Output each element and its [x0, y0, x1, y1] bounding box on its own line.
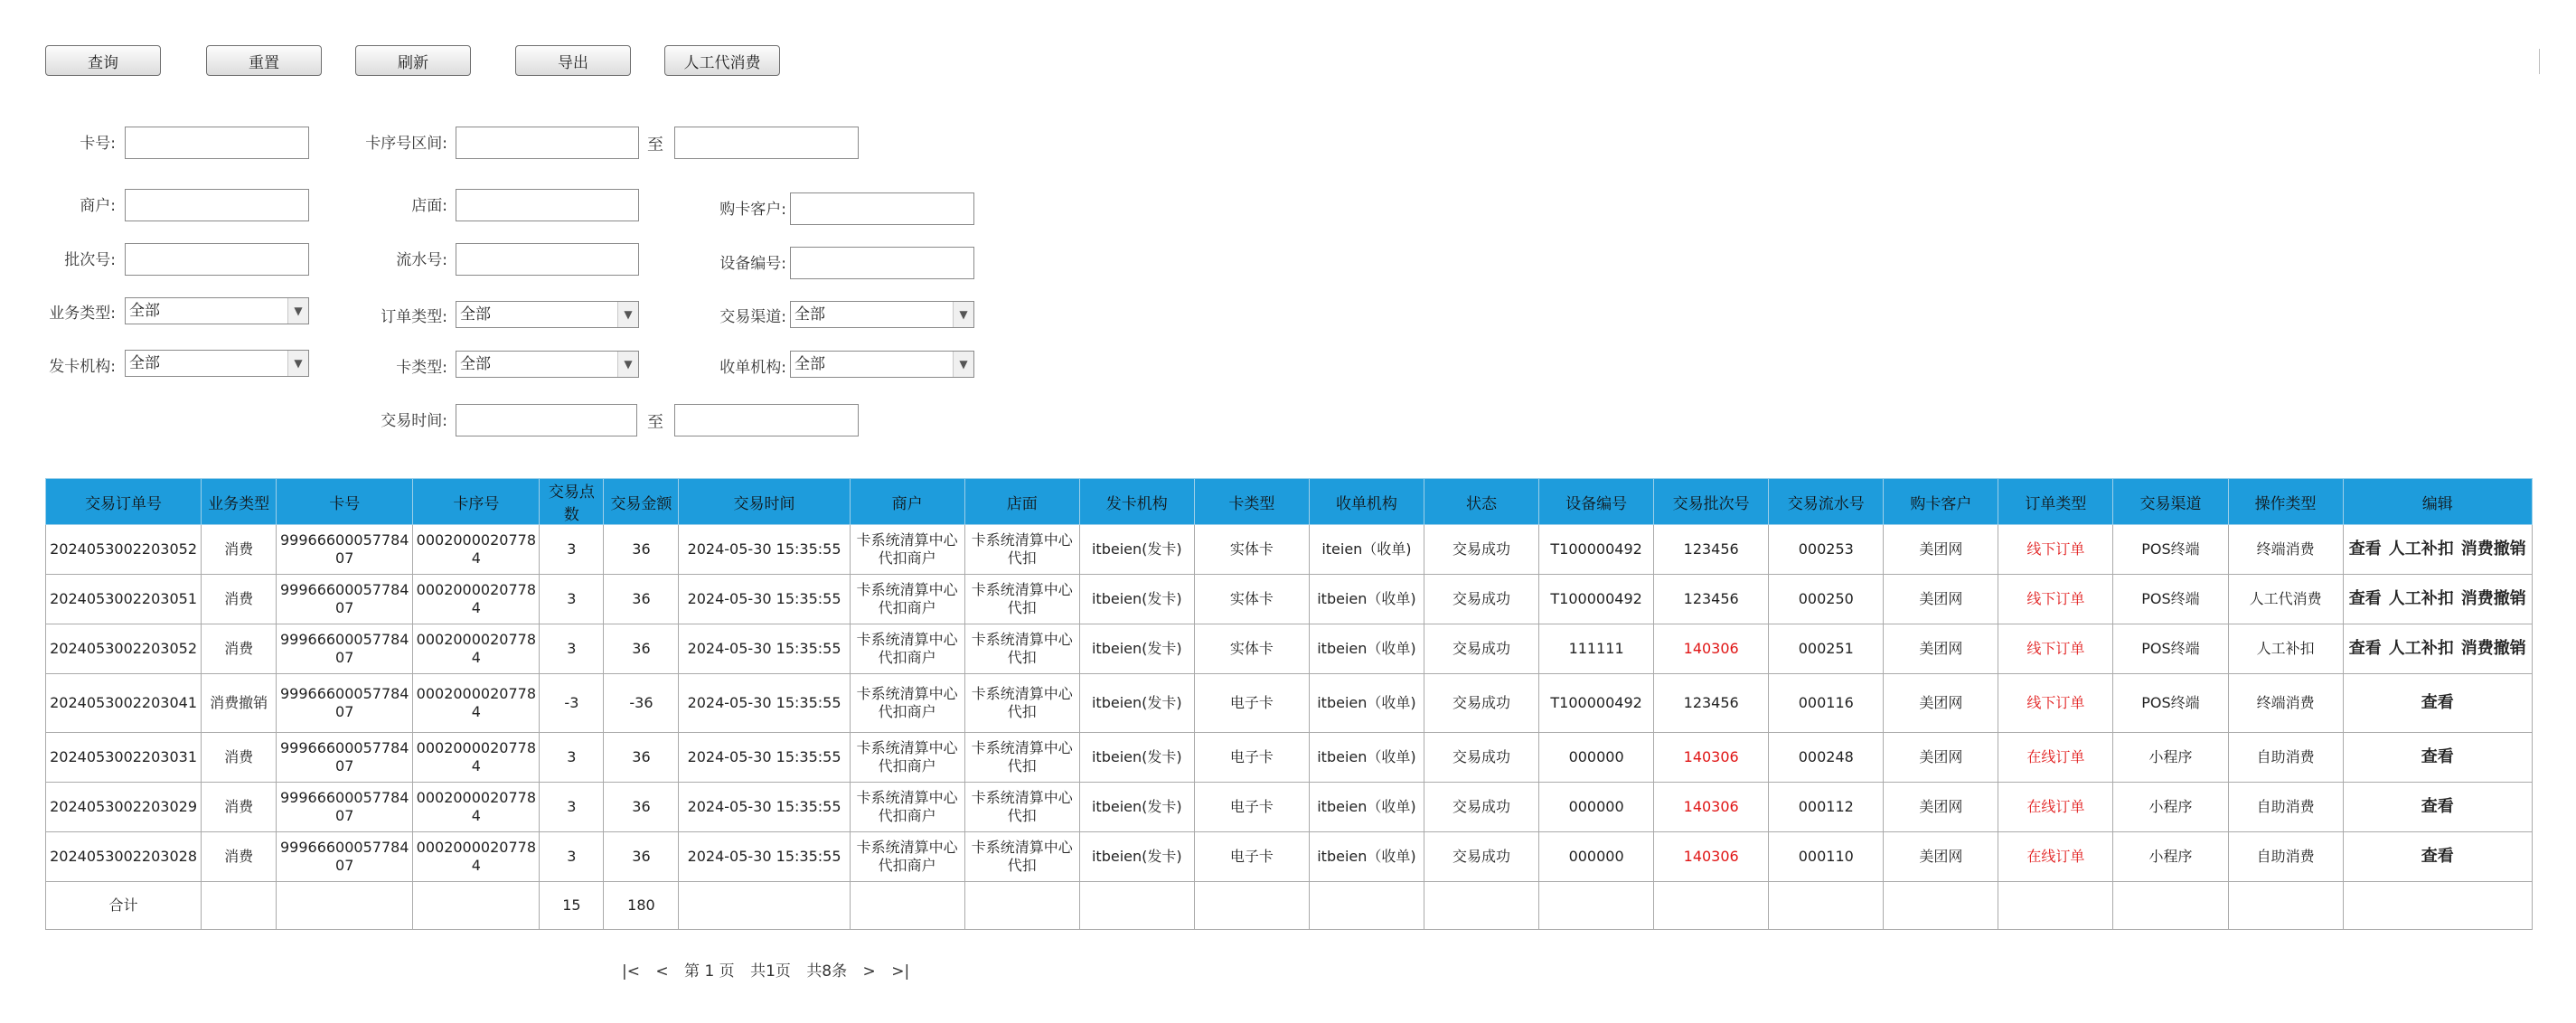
refresh-button[interactable]: 刷新	[355, 45, 471, 76]
summary-amount: 180	[604, 882, 679, 930]
cancel-link[interactable]: 消费撤销	[2460, 639, 2526, 658]
cell-seq: 00020000207784	[413, 624, 540, 674]
cell-serial: 000253	[1769, 525, 1884, 575]
card-range-end-input[interactable]	[674, 127, 859, 159]
repay-link[interactable]: 人工补扣	[2388, 639, 2454, 658]
cell-pts: 3	[540, 624, 604, 674]
cell-serial: 000110	[1769, 832, 1884, 882]
table-row	[46, 575, 2533, 624]
cell-amt: 36	[604, 575, 679, 624]
summary-cell	[1884, 882, 1998, 930]
cell-issuer: itbeien(发卡)	[1079, 674, 1194, 733]
cell-merchant: 卡系统清算中心代扣商户	[850, 733, 964, 783]
total-items: 共8条	[806, 962, 848, 981]
cell-channel: POS终端	[2113, 575, 2228, 624]
cell-store: 卡系统清算中心代扣	[964, 783, 1079, 832]
chevron-down-icon[interactable]: ▼	[287, 298, 308, 324]
cell-actions	[2343, 674, 2532, 733]
store-label: 店面:	[411, 197, 447, 215]
reset-button[interactable]: 重置	[206, 45, 322, 76]
summary-cell	[2228, 882, 2343, 930]
cell-store: 卡系统清算中心代扣	[964, 674, 1079, 733]
cell-ctype: 实体卡	[1194, 624, 1309, 674]
cell-biz: 消费	[202, 575, 277, 624]
cell-actions	[2343, 575, 2532, 624]
merchant-input[interactable]	[125, 189, 309, 221]
issuer-value: 全部	[129, 354, 160, 372]
cell-biz: 消费	[202, 624, 277, 674]
cell-time: 2024-05-30 15:35:55	[679, 575, 850, 624]
cell-actions	[2343, 624, 2532, 674]
cell-biz: 消费	[202, 832, 277, 882]
summary-cell	[1654, 882, 1769, 930]
cell-store: 卡系统清算中心代扣	[964, 525, 1079, 575]
cell-optype: 人工代消费	[2228, 575, 2343, 624]
column-header: 交易订单号	[46, 479, 202, 525]
cell-otype: 线下订单	[1998, 624, 2113, 674]
cell-issuer: itbeien(发卡)	[1079, 783, 1194, 832]
toolbar-divider	[2539, 49, 2540, 74]
cell-card: 9996660005778407	[277, 733, 413, 783]
table-row	[46, 733, 2533, 783]
cell-device: T100000492	[1539, 575, 1654, 624]
summary-cell	[277, 882, 413, 930]
cell-biz: 消费	[202, 733, 277, 783]
cell-otype: 在线订单	[1998, 733, 2113, 783]
summary-cell	[850, 882, 964, 930]
range-to-label: 至	[647, 136, 663, 155]
cell-ctype: 电子卡	[1194, 832, 1309, 882]
cell-optype: 终端消费	[2228, 525, 2343, 575]
cell-order: 2024053002203052	[46, 525, 202, 575]
query-button[interactable]: 查询	[45, 45, 161, 76]
summary-cell	[1079, 882, 1194, 930]
merchant-label: 商户:	[80, 197, 116, 215]
cell-ctype: 电子卡	[1194, 733, 1309, 783]
cell-amt: 36	[604, 783, 679, 832]
cell-otype: 线下订单	[1998, 525, 2113, 575]
summary-cell	[1194, 882, 1309, 930]
cell-actions	[2343, 832, 2532, 882]
cell-pts: 3	[540, 832, 604, 882]
repay-link[interactable]: 人工补扣	[2388, 540, 2454, 558]
summary-cell	[679, 882, 850, 930]
column-header: 卡序号	[413, 479, 540, 525]
acquirer-select[interactable]	[790, 351, 974, 378]
chevron-down-icon[interactable]: ▼	[287, 351, 308, 376]
summary-cell	[1769, 882, 1884, 930]
cell-card: 9996660005778407	[277, 525, 413, 575]
summary-cell	[1539, 882, 1654, 930]
chevron-down-icon[interactable]: ▼	[953, 352, 973, 377]
column-header: 设备编号	[1539, 479, 1654, 525]
cell-serial: 000251	[1769, 624, 1884, 674]
cell-acq: itbeien（收单)	[1309, 624, 1424, 674]
cell-issuer: itbeien(发卡)	[1079, 575, 1194, 624]
order-type-value: 全部	[460, 305, 491, 324]
cell-status: 交易成功	[1424, 624, 1538, 674]
cell-order: 2024053002203029	[46, 783, 202, 832]
cell-buyer: 美团网	[1884, 674, 1998, 733]
order-type-label: 订单类型:	[381, 308, 447, 326]
cell-time: 2024-05-30 15:35:55	[679, 674, 850, 733]
cell-ctype: 实体卡	[1194, 525, 1309, 575]
view-link[interactable]: 查看	[2421, 747, 2454, 766]
card-range-label: 卡序号区间:	[365, 135, 447, 153]
cell-channel: 小程序	[2113, 832, 2228, 882]
column-header: 交易时间	[679, 479, 850, 525]
table-row	[46, 832, 2533, 882]
cell-buyer: 美团网	[1884, 525, 1998, 575]
summary-points: 15	[540, 882, 604, 930]
cell-batch: 140306	[1654, 733, 1769, 783]
column-header: 状态	[1424, 479, 1538, 525]
cell-channel: 小程序	[2113, 733, 2228, 783]
cell-batch: 123456	[1654, 575, 1769, 624]
cell-biz: 消费	[202, 525, 277, 575]
cell-status: 交易成功	[1424, 525, 1538, 575]
card-range-start-input[interactable]	[456, 127, 639, 159]
cell-amt: 36	[604, 525, 679, 575]
cell-merchant: 卡系统清算中心代扣商户	[850, 832, 964, 882]
cell-channel: 小程序	[2113, 783, 2228, 832]
cell-biz: 消费	[202, 783, 277, 832]
cell-otype: 在线订单	[1998, 832, 2113, 882]
cell-issuer: itbeien(发卡)	[1079, 733, 1194, 783]
cell-serial: 000116	[1769, 674, 1884, 733]
cell-optype: 终端消费	[2228, 674, 2343, 733]
cell-merchant: 卡系统清算中心代扣商户	[850, 525, 964, 575]
cell-actions	[2343, 783, 2532, 832]
serial-input[interactable]	[456, 243, 639, 276]
cell-optype: 自助消费	[2228, 733, 2343, 783]
cell-status: 交易成功	[1424, 674, 1538, 733]
trade-time-label: 交易时间:	[381, 412, 447, 430]
cell-acq: itbeien（收单)	[1309, 783, 1424, 832]
cell-device: 000000	[1539, 733, 1654, 783]
cell-status: 交易成功	[1424, 575, 1538, 624]
cell-batch: 140306	[1654, 624, 1769, 674]
cell-channel: POS终端	[2113, 624, 2228, 674]
batch-label: 批次号:	[64, 251, 116, 269]
buyer-label: 购卡客户:	[719, 201, 786, 219]
time-to-label: 至	[647, 413, 663, 432]
buyer-input[interactable]	[790, 192, 974, 225]
cell-channel: POS终端	[2113, 525, 2228, 575]
issuer-label: 发卡机构:	[49, 358, 116, 376]
channel-label: 交易渠道:	[719, 308, 786, 326]
repay-link[interactable]: 人工补扣	[2388, 589, 2454, 608]
column-header: 交易批次号	[1654, 479, 1769, 525]
cell-seq: 00020000207784	[413, 575, 540, 624]
cancel-link[interactable]: 消费撤销	[2460, 589, 2526, 608]
view-link[interactable]: 查看	[2348, 540, 2382, 558]
cell-device: 000000	[1539, 783, 1654, 832]
column-header: 订单类型	[1998, 479, 2113, 525]
cell-pts: 3	[540, 783, 604, 832]
cell-buyer: 美团网	[1884, 783, 1998, 832]
biz-type-select[interactable]	[125, 297, 309, 324]
channel-select[interactable]	[790, 301, 974, 328]
cell-serial: 000112	[1769, 783, 1884, 832]
column-header: 操作类型	[2228, 479, 2343, 525]
cell-acq: itbeien（收单)	[1309, 575, 1424, 624]
cell-order: 2024053002203051	[46, 575, 202, 624]
cell-merchant: 卡系统清算中心代扣商户	[850, 624, 964, 674]
cell-issuer: itbeien(发卡)	[1079, 832, 1194, 882]
cell-pts: 3	[540, 575, 604, 624]
cancel-link[interactable]: 消费撤销	[2460, 540, 2526, 558]
column-header: 交易金额	[604, 479, 679, 525]
chevron-down-icon[interactable]: ▼	[953, 302, 973, 327]
table-row	[46, 525, 2533, 575]
total-pages: 共1页	[750, 962, 791, 981]
view-link[interactable]: 查看	[2348, 589, 2382, 608]
column-header: 商户	[850, 479, 964, 525]
last-page-button[interactable]: >|	[891, 962, 910, 981]
cell-device: 000000	[1539, 832, 1654, 882]
column-header: 交易点数	[540, 479, 604, 525]
cell-card: 9996660005778407	[277, 575, 413, 624]
cell-serial: 000250	[1769, 575, 1884, 624]
cell-pts: 3	[540, 733, 604, 783]
view-link[interactable]: 查看	[2421, 847, 2454, 866]
cell-status: 交易成功	[1424, 733, 1538, 783]
cell-ctype: 实体卡	[1194, 575, 1309, 624]
cell-optype: 人工补扣	[2228, 624, 2343, 674]
card-type-select[interactable]	[456, 351, 639, 378]
column-header: 店面	[964, 479, 1079, 525]
cell-card: 9996660005778407	[277, 832, 413, 882]
column-header: 收单机构	[1309, 479, 1424, 525]
trade-time-end-input[interactable]	[674, 404, 859, 436]
cell-card: 9996660005778407	[277, 624, 413, 674]
card-no-label: 卡号:	[80, 135, 116, 153]
cell-order: 2024053002203041	[46, 674, 202, 733]
cell-store: 卡系统清算中心代扣	[964, 832, 1079, 882]
next-page-button[interactable]: >	[862, 962, 876, 981]
column-header: 购卡客户	[1884, 479, 1998, 525]
view-link[interactable]: 查看	[2421, 693, 2454, 712]
device-label: 设备编号:	[719, 255, 786, 273]
cell-merchant: 卡系统清算中心代扣商户	[850, 783, 964, 832]
table-row	[46, 624, 2533, 674]
cell-acq: itbeien（收单)	[1309, 832, 1424, 882]
batch-input[interactable]	[125, 243, 309, 276]
cell-batch: 123456	[1654, 525, 1769, 575]
cell-seq: 00020000207784	[413, 525, 540, 575]
cell-device: 111111	[1539, 624, 1654, 674]
cell-acq: iteien（收单)	[1309, 525, 1424, 575]
column-header: 卡类型	[1194, 479, 1309, 525]
table-row	[46, 783, 2533, 832]
summary-cell	[1424, 882, 1538, 930]
cell-actions	[2343, 733, 2532, 783]
column-header: 编辑	[2343, 479, 2532, 525]
summary-cell	[413, 882, 540, 930]
acquirer-label: 收单机构:	[719, 359, 786, 377]
cell-order: 2024053002203028	[46, 832, 202, 882]
cell-time: 2024-05-30 15:35:55	[679, 624, 850, 674]
cell-status: 交易成功	[1424, 832, 1538, 882]
biz-type-value: 全部	[129, 302, 160, 320]
cell-amt: 36	[604, 733, 679, 783]
cell-buyer: 美团网	[1884, 733, 1998, 783]
chevron-down-icon[interactable]: ▼	[617, 352, 638, 377]
cell-store: 卡系统清算中心代扣	[964, 624, 1079, 674]
cell-amt: -36	[604, 674, 679, 733]
cell-batch: 140306	[1654, 783, 1769, 832]
table-body	[46, 525, 2533, 930]
view-link[interactable]: 查看	[2348, 639, 2382, 658]
cell-device: T100000492	[1539, 674, 1654, 733]
channel-value: 全部	[794, 305, 825, 324]
summary-cell	[964, 882, 1079, 930]
order-type-select[interactable]	[456, 301, 639, 328]
acquirer-value: 全部	[794, 355, 825, 373]
cell-amt: 36	[604, 624, 679, 674]
cell-merchant: 卡系统清算中心代扣商户	[850, 674, 964, 733]
transaction-table	[45, 478, 2533, 930]
cell-seq: 00020000207784	[413, 674, 540, 733]
chevron-down-icon[interactable]: ▼	[617, 302, 638, 327]
prev-page-button[interactable]: <	[655, 962, 669, 981]
cell-time: 2024-05-30 15:35:55	[679, 783, 850, 832]
cell-channel: POS终端	[2113, 674, 2228, 733]
cell-ctype: 电子卡	[1194, 783, 1309, 832]
cell-merchant: 卡系统清算中心代扣商户	[850, 575, 964, 624]
summary-cell	[1309, 882, 1424, 930]
export-button[interactable]: 导出	[515, 45, 631, 76]
cell-buyer: 美团网	[1884, 575, 1998, 624]
summary-label: 合计	[46, 882, 202, 930]
card-no-input[interactable]	[125, 127, 309, 159]
cell-store: 卡系统清算中心代扣	[964, 733, 1079, 783]
cell-optype: 自助消费	[2228, 832, 2343, 882]
first-page-button[interactable]: |<	[622, 962, 640, 981]
column-header: 卡号	[277, 479, 413, 525]
store-input[interactable]	[456, 189, 639, 221]
column-header: 交易流水号	[1769, 479, 1884, 525]
cell-acq: itbeien（收单)	[1309, 733, 1424, 783]
pagination	[622, 958, 920, 981]
card-type-value: 全部	[460, 355, 491, 373]
summary-row	[46, 882, 2533, 930]
cell-batch: 140306	[1654, 832, 1769, 882]
toolbar	[45, 45, 2540, 78]
cell-time: 2024-05-30 15:35:55	[679, 525, 850, 575]
column-header: 交易渠道	[2113, 479, 2228, 525]
cell-issuer: itbeien(发卡)	[1079, 525, 1194, 575]
cell-ctype: 电子卡	[1194, 674, 1309, 733]
cell-issuer: itbeien(发卡)	[1079, 624, 1194, 674]
cell-time: 2024-05-30 15:35:55	[679, 733, 850, 783]
column-header: 业务类型	[202, 479, 277, 525]
cell-order: 2024053002203031	[46, 733, 202, 783]
summary-cell	[1998, 882, 2113, 930]
biz-type-label: 业务类型:	[49, 305, 116, 323]
card-type-label: 卡类型:	[396, 359, 447, 377]
cell-store: 卡系统清算中心代扣	[964, 575, 1079, 624]
cell-biz: 消费撤销	[202, 674, 277, 733]
cell-optype: 自助消费	[2228, 783, 2343, 832]
cell-otype: 线下订单	[1998, 575, 2113, 624]
cell-card: 9996660005778407	[277, 674, 413, 733]
column-header: 发卡机构	[1079, 479, 1194, 525]
device-input[interactable]	[790, 247, 974, 279]
cell-card: 9996660005778407	[277, 783, 413, 832]
view-link[interactable]: 查看	[2421, 797, 2454, 816]
cell-time: 2024-05-30 15:35:55	[679, 832, 850, 882]
cell-actions	[2343, 525, 2532, 575]
cell-otype: 在线订单	[1998, 783, 2113, 832]
cell-seq: 00020000207784	[413, 832, 540, 882]
cell-buyer: 美团网	[1884, 624, 1998, 674]
cell-order: 2024053002203052	[46, 624, 202, 674]
cell-acq: itbeien（收单)	[1309, 674, 1424, 733]
summary-cell	[2113, 882, 2228, 930]
serial-label: 流水号:	[396, 251, 447, 269]
manual-consume-button[interactable]: 人工代消费	[664, 45, 780, 76]
summary-cell	[2343, 882, 2532, 930]
summary-cell	[202, 882, 277, 930]
current-page: 第 1 页	[684, 962, 735, 981]
issuer-select[interactable]	[125, 350, 309, 377]
table-header-row	[46, 479, 2533, 525]
cell-serial: 000248	[1769, 733, 1884, 783]
trade-time-start-input[interactable]	[456, 404, 637, 436]
table-row	[46, 674, 2533, 733]
cell-otype: 线下订单	[1998, 674, 2113, 733]
cell-seq: 00020000207784	[413, 733, 540, 783]
cell-status: 交易成功	[1424, 783, 1538, 832]
cell-pts: -3	[540, 674, 604, 733]
cell-batch: 123456	[1654, 674, 1769, 733]
cell-device: T100000492	[1539, 525, 1654, 575]
cell-seq: 00020000207784	[413, 783, 540, 832]
cell-pts: 3	[540, 525, 604, 575]
cell-amt: 36	[604, 832, 679, 882]
cell-buyer: 美团网	[1884, 832, 1998, 882]
